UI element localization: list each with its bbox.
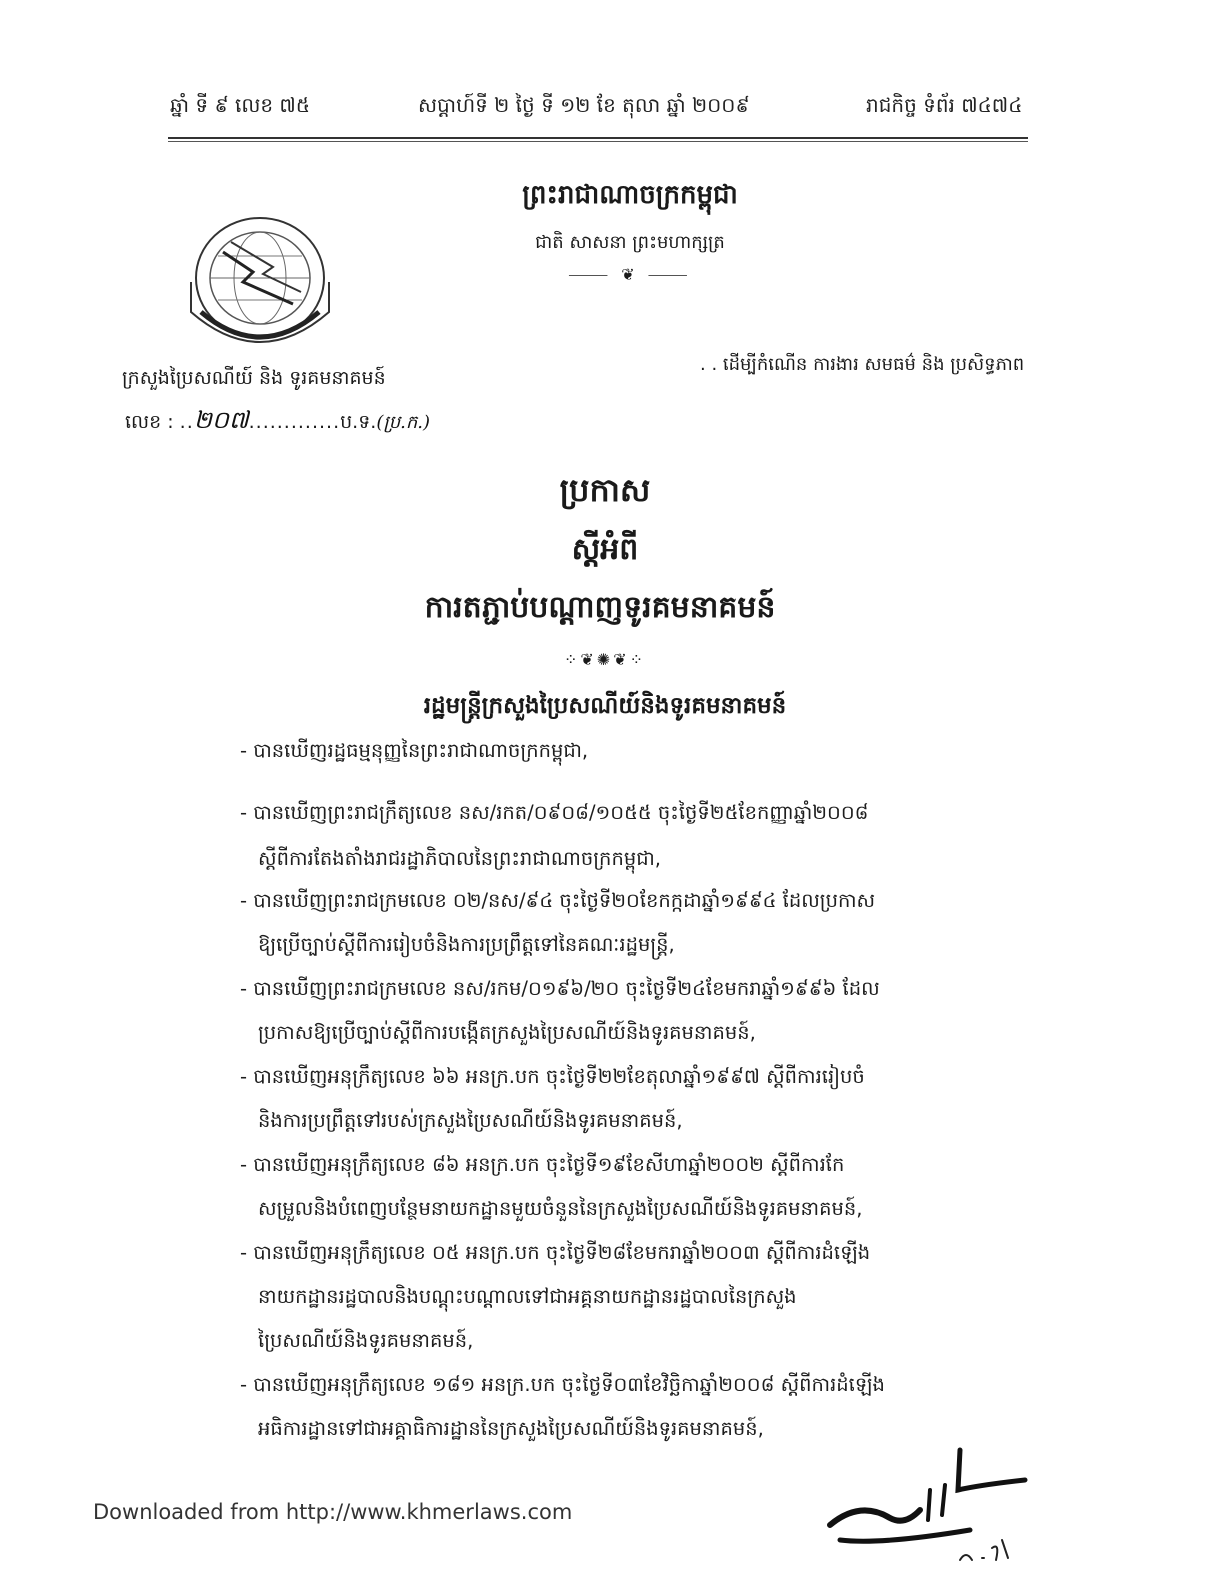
gazette-issue: ឆ្នាំ ទី ៩ លេខ ៧៥ [170,93,310,117]
gazette-date: សប្តាហ៍ទី ២ ថ្ងៃ ទី ១២ ខែ តុលា ឆ្នាំ ២០០៩ [418,93,750,117]
ministry-name: ក្រសួងប្រៃសណីយ៍ និង ទូរគមនាគមន៍ [122,367,386,389]
number-label: លេខ : [125,411,174,433]
national-motto: ជាតិ សាសនា ព្រះមហាក្សត្រ [535,232,725,253]
slogan-text: ដើម្បីកំណើន ការងារ សមធម៌ និង ប្រសិទ្ធភាព [722,354,1025,375]
minister-heading: រដ្ឋមន្ត្រីក្រសួងប្រៃសណីយ៍និងទូរគមនាគមន៍ [423,693,787,719]
body-line: - បានឃើញអនុក្រឹត្យលេខ ៦៦ អនក្រ.បក ចុះថ្ងៃទី២២ខែតុលាឆ្នាំ១៩៩៧ ស្តីពីការរៀបចំ [240,1065,865,1088]
ministry-emblem-icon [183,212,337,358]
body-line: - បានឃើញព្រះរាជក្រមលេខ ០២/នស/៩៤ ចុះថ្ងៃទី២០ខែកក្កដាឆ្នាំ១៩៩៤ ដែលប្រកាស [240,889,876,912]
gazette-page: រាជកិច្ច ទំព័រ ៧៤៧៤ [866,93,1023,117]
document-subject-title: ការតភ្ជាប់បណ្តាញទូរគមនាគមន៍ [424,590,776,625]
body-line: ប្រកាសឱ្យប្រើច្បាប់ស្តីពីការបង្កើតក្រសួងប្រៃសណីយ៍និងទូរគមនាគមន៍, [258,1021,756,1044]
body-line: ប្រៃសណីយ៍និងទូរគមនាគមន៍, [258,1329,474,1352]
body-line: នាយកដ្ឋានរដ្ឋបាលនិងបណ្តុះបណ្តាលទៅជាអគ្គនាយកដ្ឋានរដ្ឋបាលនៃក្រសួង [258,1285,797,1308]
number-value: ២០៧ [193,406,249,434]
ministry-slogan: . . ដើម្បីកំណើន ការងារ សមធម៌ និង ប្រសិទ្ធភាព [700,354,1025,375]
body-line: និងការប្រព្រឹត្តទៅរបស់ក្រសួងប្រៃសណីយ៍និងទូរគមនាគមន៍, [258,1109,683,1132]
title-ornament: ⁘❦✺❦⁘ [563,650,647,669]
body-line: អធិការដ្ឋានទៅជាអគ្គាធិការដ្ឋាននៃក្រសួងប្រៃសណីយ៍និងទូរគមនាគមន៍, [258,1417,764,1440]
kingdom-heading: ព្រះរាជាណាចក្រកម្ពុជា [522,180,738,210]
body-line: - បានឃើញអនុក្រឹត្យលេខ ៨៦ អនក្រ.បក ចុះថ្ងៃទី១៩ខែសីហាឆ្នាំ២០០២ ស្តីពីការកែ [240,1153,845,1176]
body-line: - បានឃើញអនុក្រឹត្យលេខ ១៨១ អនក្រ.បក ចុះថ្ងៃទី០៣ខែវិច្ឆិកាឆ្នាំ២០០៨ ស្តីពីការដំឡើង [240,1373,885,1396]
motto-ornament: ⸻ ❦ ⸻ [568,265,692,284]
title-about: ស្តីអំពី [571,532,639,567]
handwritten-initials-icon [820,1430,1030,1580]
body-line: ស្តីពីការតែងតាំងរាជរដ្ឋាភិបាលនៃព្រះរាជាណាចក្រកម្ពុជា, [258,847,661,870]
body-line: - បានឃើញរដ្ឋធម្មនុញ្ញនៃព្រះរាជាណាចក្រកម្ពុជា, [240,739,589,762]
body-line: - បានឃើញអនុក្រឹត្យលេខ ០៥ អនក្រ.បក ចុះថ្ងៃទី២៨ខែមករាឆ្នាំ២០០៣ ស្តីពីការដំឡើង [240,1241,871,1264]
download-source-footer: Downloaded from http://www.khmerlaws.com [93,1500,573,1524]
document-number: លេខ : ..២០៧.............ប.ទ.(ប្រ.ក.) [125,406,431,434]
number-suffix: ប.ទ. [340,411,377,433]
body-line: - បានឃើញព្រះរាជក្រមលេខ នស/រកម/០១៩៦/២០ ចុះថ្ងៃទី២៤ខែមករាឆ្នាំ១៩៩៦ ដែល [240,977,880,1000]
body-line: - បានឃើញព្រះរាជក្រឹត្យលេខ នស/រកត/០៩០៨/១០៥៥ ចុះថ្ងៃទី២៥ខែកញ្ញាឆ្នាំ២០០៨ [240,801,869,824]
number-suffix-hand: (ប្រ.ក.) [376,412,431,433]
body-line: ឱ្យប្រើច្បាប់ស្តីពីការរៀបចំនិងការប្រព្រឹត្តទៅនៃគណៈរដ្ឋមន្ត្រី, [258,933,675,956]
body-line: សម្រួលនិងបំពេញបន្ថែមនាយកដ្ឋានមួយចំនួននៃក្រសួងប្រៃសណីយ៍និងទូរគមនាគមន៍, [258,1197,863,1220]
document-type-title: ប្រកាស [559,471,651,509]
header-rule-thin [168,141,1028,142]
header-rule [168,137,1028,139]
